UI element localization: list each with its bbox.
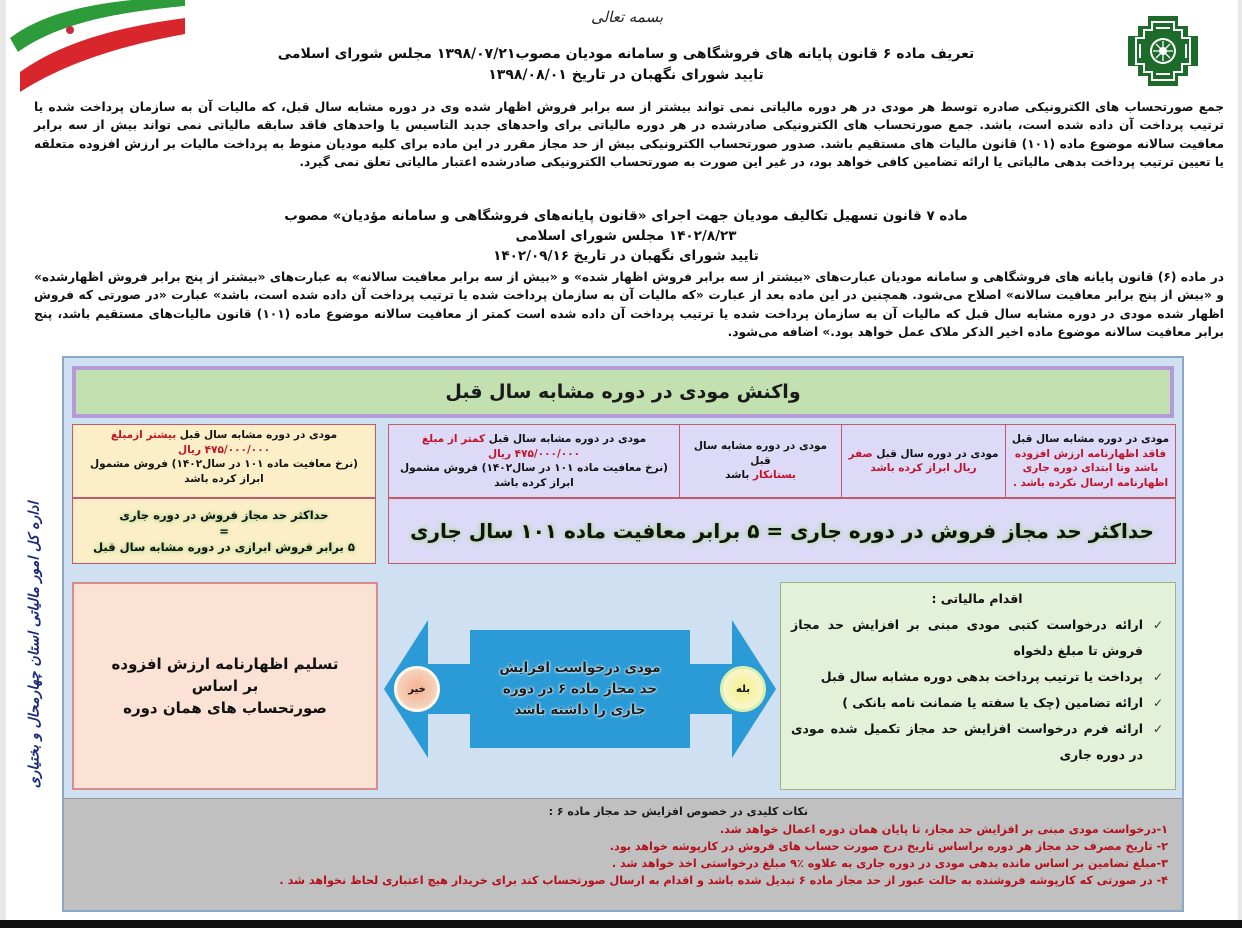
- decision-arrow: [384, 620, 776, 758]
- tax-actions-title: اقدام مالیاتی :: [931, 591, 1023, 606]
- side-caption: اداره کل امور مالیاتی استان چهارمحال و بختیاری: [26, 501, 42, 789]
- diagram-header: واکنش مودی در دوره مشابه سال قبل: [72, 366, 1174, 418]
- bismillah: بسمه تعالی: [590, 8, 664, 26]
- article6-text: جمع صورتحساب های الکترونیکی صادره توسط هر مودی در هر دوره مالیاتی نمی تواند بیشتر از سه برابر فروش اظهار شده وی در دوره مشابه سال قبل، که مالیات آن به سازمان پرداخت شده یا ترتیب پرداخت آن داده شده است، باشد. جمع صورتحساب های الکترونیکی صادرشده در هر دوره مالیاتی برای واحدهای جدید التاسیس یا واحدهای فاقد سابقه مالیاتی نمی تواند بیش از سه برابر معافیت سالانه موضوع ماده (۱۰۱) قانون مالیات های مستقیم باشد. صدور صورتحساب الکترونیکی بیش از حد مجاز مقرر در این ماده برای کلیه مودیان منوط به پرداخت مالیات بر ارزش افزوده متعلقه یا تعیین ترتیب پرداخت بدهی مالیاتی یا ارائه تضامین کافی خواهد بود، در غیر این صورت به صورتحساب الکترونیکی صادرشده اعتبار مالیاتی تعلق نمی گیرد.: [34, 100, 1224, 169]
- yes-badge: بله: [720, 666, 766, 712]
- list-item: ✓ ارائه درخواست کتبی مودی مبنی بر افزایش حد مجاز فروش تا مبلغ دلخواه: [791, 612, 1163, 664]
- bottom-edge: [0, 920, 1242, 928]
- condition-cell-above-threshold: مودی در دوره مشابه سال قبل بیشتر ازمبلغ ۴۷۵/۰۰۰/۰۰۰ ریال (نرخ معافیت ماده ۱۰۱ در سال۱۴۰۲) فروش مشمول ابراز کرده باشد: [72, 424, 376, 498]
- tax-organization-emblem-icon: [1126, 14, 1200, 88]
- check-icon: ✓: [1152, 670, 1163, 684]
- check-icon: ✓: [1152, 696, 1163, 710]
- article6-title: تعریف ماده ۶ قانون پایانه های فروشگاهی و سامانه مودیان مصوب۱۳۹۸/۰۷/۲۱ مجلس شورای اسلامی تایید شورای نگهبان در تاریخ ۱۳۹۸/۰۸/۰۱: [277, 46, 975, 83]
- tax-actions-box: [780, 582, 1176, 790]
- check-icon: ✓: [1152, 722, 1163, 736]
- key-notes: [64, 798, 1182, 910]
- condition-cells: [388, 424, 1176, 498]
- diagram-frame: [62, 356, 1184, 912]
- article7-title: ماده ۷ قانون تسهیل تکالیف مودیان جهت اجرای «قانون پایانه‌های فروشگاهی و سامانه مؤدیان» مصوب ۱۴۰۲/۸/۲۳ مجلس شورای اسلامی تایید شورای نگهبان در تاریخ ۱۴۰۲/۰۹/۱۶: [284, 208, 968, 264]
- no-badge: خیر: [394, 666, 440, 712]
- list-item: ✓ ارائه فرم درخواست افزایش حد مجاز تکمیل شده مودی در دوره جاری: [791, 716, 1163, 768]
- article7-text: در ماده (۶) قانون پایانه های فروشگاهی و سامانه مودیان عبارت‌های «بیشتر از سه برابر فروش اظهار شده» و «بیش از سه برابر معافیت سالانه» به عبارت‌های «بیشتر از پنج برابر فروش اظهارشده» و «بیش از پنج برابر معافیت سالانه» اصلاح می‌شود. همچنین در این ماده بعد از عبارت «که مالیات آن به سازمان پرداخت شده یا ترتیب پرداخت آن داده شده است، باشد» عبارت «در صورتی که فروش اظهار شده مودی در دوره مشابه سال قبل که مالیات آن به سازمان پرداخت شده یا ترتیب پرداخت آن داده شده است کمتر از معافیت سالانه موضوع ماده (۱۰۱) قانون مالیات‌های مستقیم باشد، پنج برابر معافیت سالانه موضوع ماده اخیر الذکر ملاک عمل خواهد بود.» اضافه می‌شود.: [34, 270, 1224, 339]
- list-item: ✓ ارائه تضامین (چک یا سفته یا ضمانت نامه بانکی ): [791, 690, 1163, 716]
- condition-cell-below-threshold: مودی در دوره مشابه سال قبل کمتر از مبلغ ۴۷۵/۰۰۰/۰۰۰ ریال (نرخ معافیت ماده ۱۰۱ در سال۱۴۰۲) فروش مشمول ابراز کرده باشد: [400, 433, 668, 489]
- max-limit-above-threshold: حداکثر حد مجاز فروش در دوره جاری = ۵ برابر فروش ابرازی در دوره مشابه سال قبل: [72, 498, 376, 564]
- list-item: ✓ پرداخت یا ترتیب پرداخت بدهی دوره مشابه سال قبل: [791, 664, 1163, 690]
- condition-cell-creditor: مودی در دوره مشابه سال قبل بستانکار باشد: [679, 425, 841, 497]
- note-item: ۴- در صورتی که کارپوشه فروشنده به حالت عبور از حد مجاز ماده ۶ تبدیل شده باشد و اقدام به ارسال صورتحساب کند برای خریدار هیچ اعتباری لحاظ نخواهد شد .: [279, 874, 1168, 887]
- max-limit-formula: حداکثر حد مجاز فروش در دوره جاری = ۵ برابر معافیت ماده ۱۰۱ سال جاری: [388, 498, 1176, 564]
- condition-cell-zero-sales: مودی در دوره سال قبل صفر ریال ابراز کرده باشد: [841, 425, 1005, 497]
- key-notes-title: نکات کلیدی در خصوص افزایش حد مجاز ماده ۶ :: [548, 805, 808, 818]
- note-item: ۱-درخواست مودی مبنی بر افزایش حد مجاز، تا پایان همان دوره اعمال خواهد شد.: [719, 823, 1168, 836]
- tax-actions-list: [791, 612, 1163, 768]
- note-item: ۳-مبلغ تضامین بر اساس مانده بدهی مودی در دوره جاری به علاوه ٪۹ مبلغ درخواستی اخذ خواهد شد .: [611, 857, 1168, 870]
- condition-cell-no-return: مودی در دوره مشابه سال قبل فاقد اظهارنامه ارزش افزوده باشد وتا ابتدای دوره جاری اظهارنامه ارسال نکرده باشد .: [1005, 425, 1175, 497]
- check-icon: ✓: [1152, 618, 1163, 632]
- vat-return-box: تسلیم اظهارنامه ارزش افزوده بر اساس صورتحساب های همان دوره: [72, 582, 378, 790]
- decision-question: مودی درخواست افزایش حد مجاز ماده ۶ در دوره جاری را داشته باشد: [499, 659, 661, 718]
- note-item: ۲- تاریخ مصرف حد مجاز هر دوره براساس تاریخ درج صورت حساب های فروش در کارپوشه خواهد بود.: [609, 840, 1168, 853]
